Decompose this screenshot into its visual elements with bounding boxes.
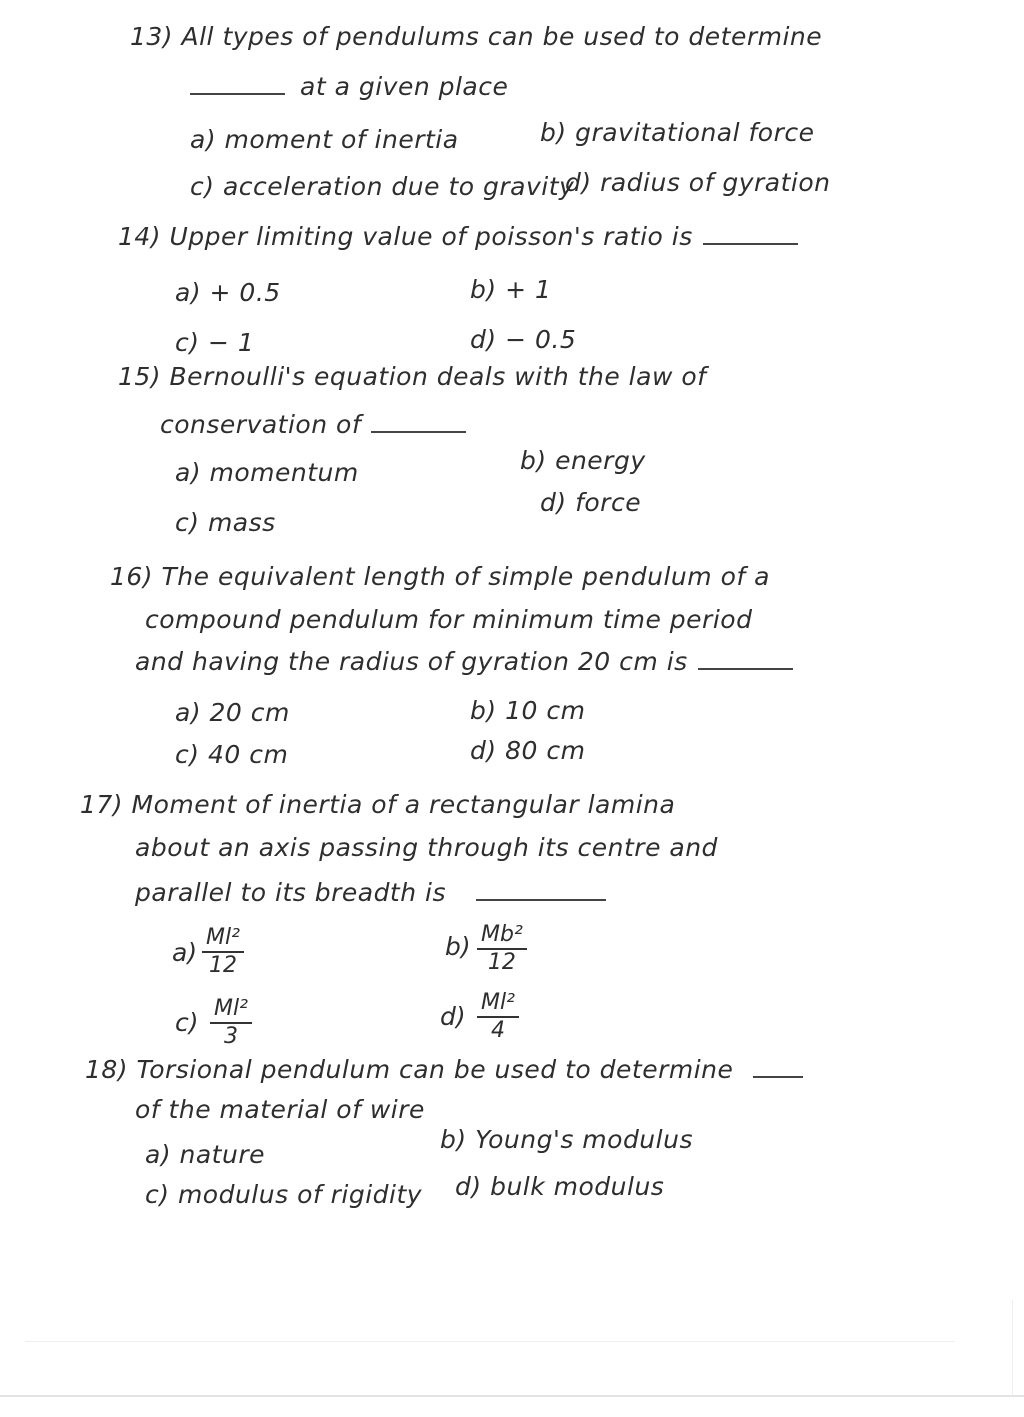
- numerator: Mb²: [477, 922, 527, 950]
- option-c: c) modulus of rigidity: [145, 1180, 423, 1209]
- option-b: b) + 1: [470, 275, 552, 304]
- question-18-line2: of the material of wire: [135, 1095, 425, 1124]
- answer-blank: [371, 431, 466, 433]
- denominator: 3: [223, 1024, 238, 1049]
- option-c: c) − 1: [175, 328, 255, 357]
- question-18-text: [85, 1055, 803, 1084]
- option-c-fraction: [210, 996, 252, 1050]
- numerator: Ml²: [477, 990, 519, 1018]
- option-a-fraction: [202, 925, 244, 979]
- denominator: 12: [487, 950, 516, 975]
- option-d: d) radius of gyration: [565, 168, 831, 197]
- option-d: d) bulk modulus: [455, 1172, 665, 1201]
- question-16-line3-wrap: [135, 647, 793, 676]
- option-b-fraction: [477, 922, 527, 976]
- option-a: a) moment of inertia: [190, 125, 459, 154]
- answer-blank: [190, 93, 285, 95]
- option-c: c) acceleration due to gravity: [190, 172, 575, 201]
- page-divider: [25, 1341, 955, 1342]
- option-b: b) gravitational force: [540, 118, 815, 147]
- numerator: Ml²: [210, 996, 252, 1024]
- question-14-line1: 14) Upper limiting value of poisson's ratio is: [118, 222, 693, 251]
- option-d-label: d): [440, 1002, 466, 1031]
- question-15-line2: conservation of: [160, 410, 362, 439]
- question-17-line2: about an axis passing through its centre and: [135, 833, 718, 862]
- option-b: b) Young's modulus: [440, 1125, 693, 1154]
- page-edge: [1012, 1300, 1013, 1395]
- question-16-text: 16) The equivalent length of simple pendulum of a: [110, 562, 770, 591]
- option-a-label: a): [172, 938, 198, 967]
- option-d: d) − 0.5: [470, 325, 577, 354]
- option-b: b) energy: [520, 446, 646, 475]
- denominator: 4: [490, 1018, 505, 1043]
- option-b-label: b): [445, 932, 471, 961]
- option-c-label: c): [175, 1008, 199, 1037]
- option-d: d) force: [540, 488, 642, 517]
- question-17-line3: parallel to its breadth is: [135, 878, 446, 907]
- question-17-text: 17) Moment of inertia of a rectangular lamina: [80, 790, 676, 819]
- denominator: 12: [208, 953, 237, 978]
- option-c: c) mass: [175, 508, 276, 537]
- answer-blank: [698, 668, 793, 670]
- question-14-text: [118, 222, 798, 251]
- option-c: c) 40 cm: [175, 740, 289, 769]
- option-d: d) 80 cm: [470, 736, 586, 765]
- option-b: b) 10 cm: [470, 696, 586, 725]
- question-16-line3: and having the radius of gyration 20 cm is: [135, 647, 688, 676]
- option-d-fraction: [477, 990, 519, 1044]
- bottom-edge: [0, 1395, 1024, 1397]
- question-13-text-cont: [190, 72, 508, 101]
- option-a: a) nature: [145, 1140, 265, 1169]
- question-18-line1: 18) Torsional pendulum can be used to determine: [85, 1055, 734, 1084]
- question-17-line3-wrap: [135, 878, 606, 907]
- question-15-text: 15) Bernoulli's equation deals with the law of: [118, 362, 707, 391]
- answer-blank: [703, 243, 798, 245]
- question-13-line2: at a given place: [300, 72, 509, 101]
- answer-blank: [753, 1076, 803, 1078]
- question-15-text-cont: [160, 410, 466, 439]
- option-a: a) momentum: [175, 458, 359, 487]
- option-a: a) 20 cm: [175, 698, 290, 727]
- question-16-line2: compound pendulum for minimum time period: [145, 605, 753, 634]
- answer-blank: [476, 899, 606, 901]
- question-13-text: 13) All types of pendulums can be used to determine: [130, 22, 823, 51]
- numerator: Ml²: [202, 925, 244, 953]
- option-a: a) + 0.5: [175, 278, 281, 307]
